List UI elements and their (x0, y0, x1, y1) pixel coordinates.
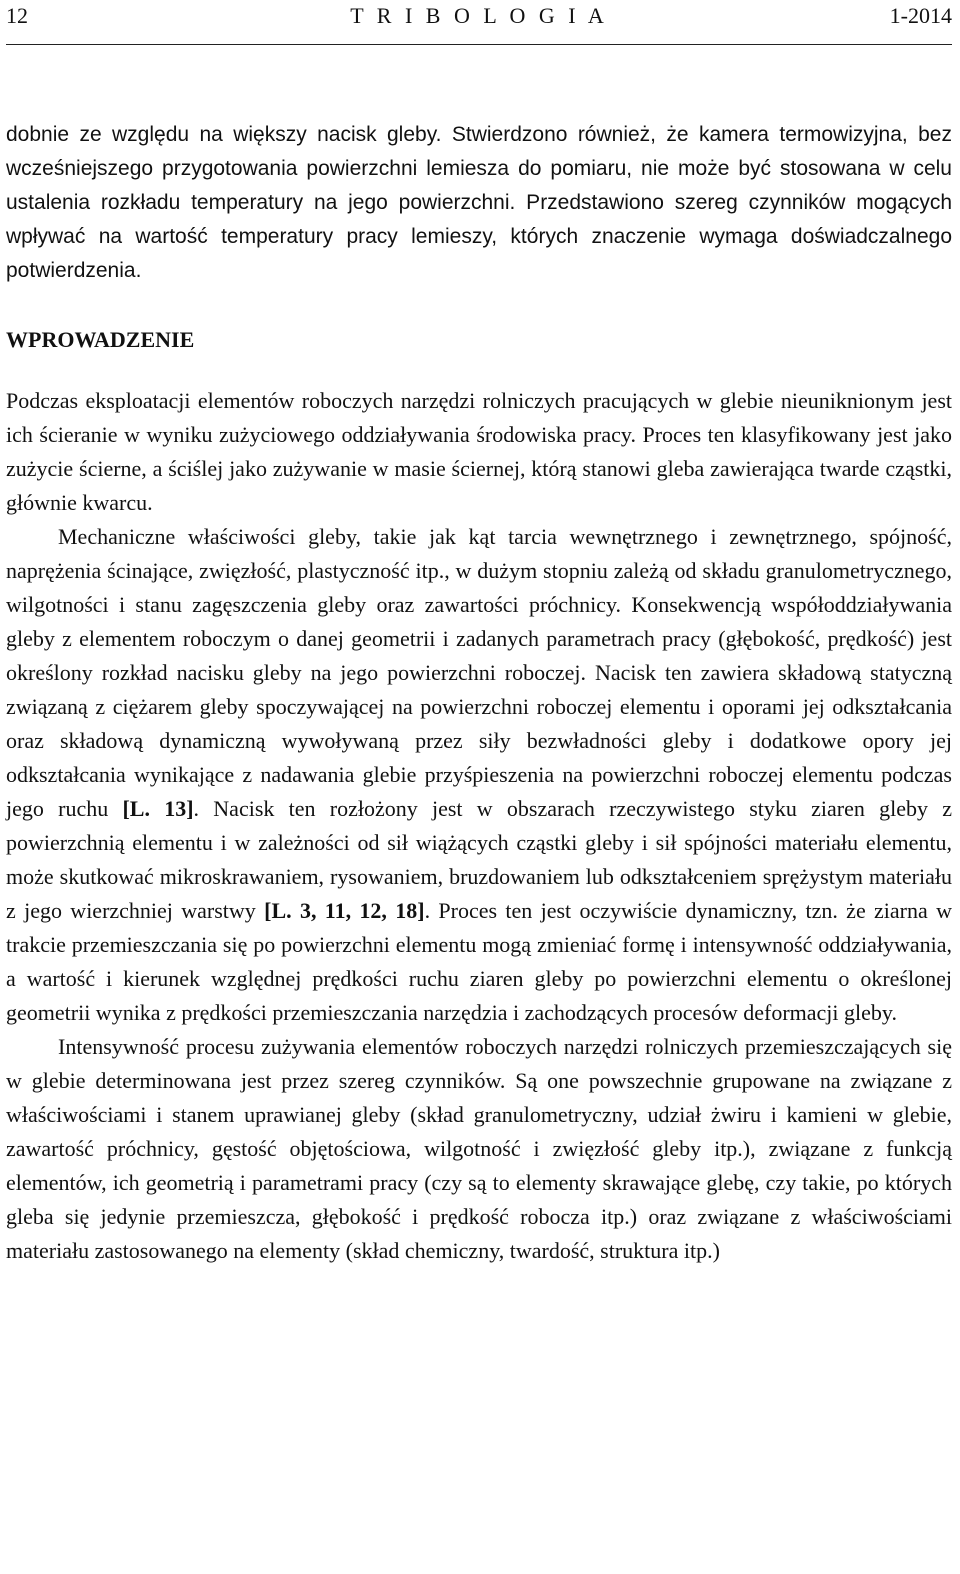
citation-ref: [L. 3, 11, 12, 18] (264, 898, 425, 923)
article-body (6, 118, 952, 1268)
issue-number: 1-2014 (889, 3, 952, 28)
paragraph-2-text-b: . Nacisk ten rozłożony jest w obszarach rzeczywistego styku ziaren gleby z powierzchnią elementu i w zależności od sił wiążących cząstki gleby i sił spójności materiału elementu, może skutkować mikroskrawaniem, rysowaniem, bruzdowaniem lub odkształceniem sprężystym materiału z jego wierzchniej warstwy (6, 796, 952, 923)
paragraph-2 (6, 520, 952, 1030)
paragraph-2-text-c: . Proces ten jest oczywiście dynamiczny, tzn. że ziarna w trakcie przemieszczania się po powierzchni elementu mogą zmieniać formę i intensywność oddziaływania, a wartość i kierunek względnej prędkości ruchu ziaren gleby po powierzchni elementu o określonej geometrii wynika z prędkości przemieszczania narzędzia i zachodzących procesów deformacji gleby. (6, 898, 952, 1025)
abstract-paragraph: dobnie ze względu na większy nacisk gleby. Stwierdzono również, że kamera termowizyjna, bez wcześniejszego przygotowania powierzchni lemiesza do pomiaru, nie może być stosowana w celu ustalenia rozkładu temperatury na jego powierzchni. Przedstawiono szereg czynników mogących wpływać na wartość temperatury pracy lemieszy, których znaczenie wymaga doświadczalnego potwierdzenia. (6, 123, 952, 282)
paragraph-2-text-a: Mechaniczne właściwości gleby, takie jak kąt tarcia wewnętrznego i zewnętrznego, spójność, naprężenia ścinające, zwięzłość, plastyczność itp., w dużym stopniu zależą od składu granulometrycznego, wilgotności i stanu zagęszczenia gleby oraz zawartości próchnicy. Konsekwencją współoddziaływania gleby z elementem roboczym o danej geometrii i zadanych parametrach pracy (głębokość, prędkość) jest określony rozkład nacisku gleby na jego powierzchni roboczej. Nacisk ten zawiera składową statyczną związaną z ciężarem gleby spoczywającej na powierzchni roboczej elementu i oporami jej odkształcania oraz składową dynamiczną wywoływaną przez siły bezwładności gleby i dodatkowe opory jej odkształcania wynikające z nadawania glebie przyśpieszenia na powierzchni roboczej elementu podczas jego ruchu (6, 524, 952, 821)
paragraph-1: Podczas eksploatacji elementów roboczych narzędzi rolniczych pracujących w glebie nieuniknionym jest ich ścieranie w wyniku zużyciowego oddziaływania środowiska pracy. Proces ten klasyfikowany jest jako zużycie ścierne, a ściślej jako zużywanie w masie ściernej, którą stanowi gleba zawierająca twarde cząstki, głównie kwarcu. (6, 388, 952, 515)
paragraph-3: Intensywność procesu zużywania elementów roboczych narzędzi rolniczych przemieszczających się w glebie determinowana jest przez szereg czynników. Są one powszechnie grupowane na związane z właściwościami i stanem uprawianej gleby (skład granulometryczny, udział żwiru i kamieni w glebie, zawartość próchnicy, gęstość objętościowa, wilgotność i zwięzłość gleby itp.), związane z funkcją elementów, ich geometrią i parametrami pracy (czy są to elementy skrawające glebę, czy takie, po których gleba się jedynie przemieszcza, głębokość i prędkość robocza itp.) oraz związane z właściwościami materiału zastosowanego na elementy (skład chemiczny, twardość, struktura itp.) (6, 1034, 952, 1263)
page-header (6, 0, 952, 45)
section-heading: WPROWADZENIE (6, 327, 195, 352)
citation-ref: [L. 13] (122, 796, 194, 821)
page-number: 12 (6, 3, 28, 28)
journal-title: T R I B O L O G I A (350, 3, 608, 28)
